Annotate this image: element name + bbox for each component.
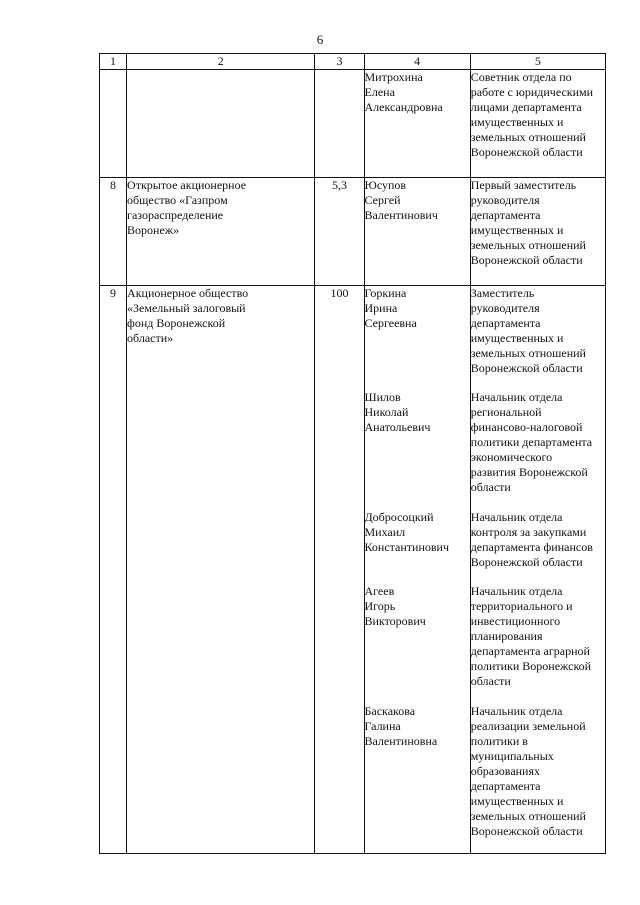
person-name: Баскакова Галина Валентиновна xyxy=(364,704,438,748)
table-row xyxy=(100,70,606,178)
organization-cell: Акционерное общество «Земельный залоговый фонд Воронежской области» xyxy=(127,286,315,854)
share-cell: 5,3 xyxy=(315,178,364,286)
table-row xyxy=(100,286,606,854)
person-name: Агеев Игорь Викторович xyxy=(364,584,426,628)
table-row xyxy=(100,178,606,286)
person-position: Начальник отдела региональной финансово-налоговой политики департамента экономического развития Воронежской области xyxy=(470,390,593,494)
person-name-cell: Юсупов Сергей Валентинович xyxy=(364,178,470,286)
person-name: Шилов Николай Анатольевич xyxy=(364,390,431,434)
person-name: Добросоцкий Михаил Константинович xyxy=(364,510,450,554)
person-position-cell: Советник отдела по работе с юридическими лицами департамента имущественных и земельных отношений Воронежской области xyxy=(470,70,605,178)
organization-cell xyxy=(127,70,315,178)
person-name: Горкина Ирина Сергеевна xyxy=(364,286,417,330)
person-name-cell: Митрохина Елена Александровна xyxy=(364,70,470,178)
person-position: Начальник отдела реализации земельной политики в муниципальных образованиях департамента имущественных и земельных отношений Воронежской области xyxy=(470,704,586,838)
person-position: Начальник отдела территориального и инвестиционного планирования департамента аграрной политики Воронежской области xyxy=(470,584,592,688)
header-col-3: 3 xyxy=(315,54,364,70)
table-header-row xyxy=(100,54,606,70)
header-col-5: 5 xyxy=(470,54,605,70)
page-number: 6 xyxy=(316,32,324,47)
header-col-2: 2 xyxy=(127,54,315,70)
share-cell: 100 xyxy=(315,286,364,854)
person-position-cell: Первый заместитель руководителя департамента имущественных и земельных отношений Воронежской области xyxy=(470,178,605,286)
person-position: Заместитель руководителя департамента имущественных и земельных отношений Воронежской области xyxy=(470,286,586,375)
person-names-cell xyxy=(364,286,470,854)
row-number: 8 xyxy=(100,178,127,286)
members-table xyxy=(99,53,606,854)
header-col-1: 1 xyxy=(100,54,127,70)
organization-cell: Открытое акционерное общество «Газпром газораспределение Воронеж» xyxy=(127,178,315,286)
row-number: 9 xyxy=(100,286,127,854)
row-number xyxy=(100,70,127,178)
person-position: Начальник отдела контроля за закупками департамента финансов Воронежской области xyxy=(470,510,593,569)
person-positions-cell xyxy=(470,286,605,854)
header-col-4: 4 xyxy=(364,54,470,70)
share-cell xyxy=(315,70,364,178)
